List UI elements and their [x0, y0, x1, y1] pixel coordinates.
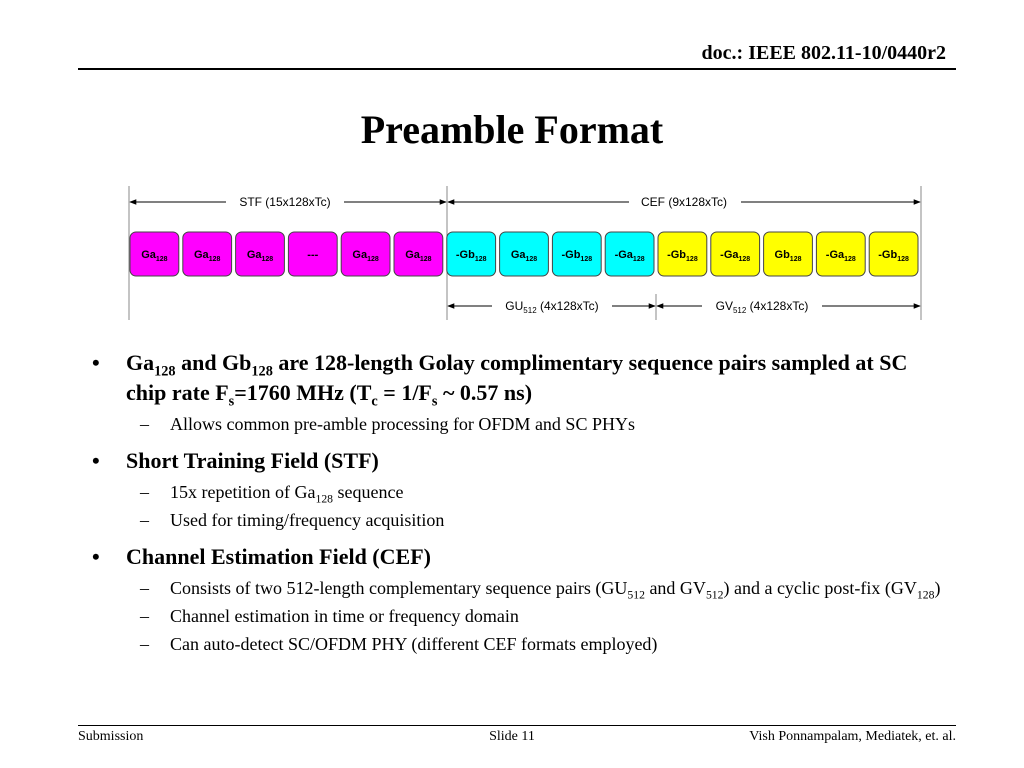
golay-text-4: =1760 MHz (T [234, 380, 372, 405]
common-processing-text: Allows common pre-amble processing for OFDM and SC PHYs [170, 414, 635, 434]
sequence-block-label: $-Ga_{128}$ [825, 249, 856, 263]
sequence-block-label: $-Gb_{128}$ [561, 249, 593, 263]
cef-pairs-sub-2: 512 [705, 588, 724, 602]
golay-sub-5: s [431, 393, 438, 410]
cef-label: CEF (9x128xTc) [640, 195, 728, 209]
sequence-block-label: $-Ga_{128}$ [720, 249, 751, 263]
cef-pairs-text-2: and GV [644, 578, 706, 598]
golay-sub-2: 128 [251, 363, 273, 380]
bullet-dot: • [92, 544, 100, 569]
footer-slide-number: Slide 11 [489, 729, 535, 744]
cef-pairs-text-4: ) [934, 578, 941, 598]
sequence-block-label: $Ga_{128}$ [141, 249, 168, 263]
golay-text-6: ~ 0.57 ns) [437, 380, 533, 405]
sequence-block-label: $Ga_{128}$ [194, 249, 221, 263]
cef-pairs-text-1: Consists of two 512-length complementary sequence pairs (GU [170, 578, 628, 598]
gu-label-base: GU [505, 299, 524, 313]
stf-label: STF (15x128xTc) [239, 195, 331, 209]
sequence-block-label: $Ga_{128}$ [352, 249, 379, 263]
sequence-block-label: $-Ga_{128}$ [614, 249, 645, 263]
golay-sub-4: c [371, 393, 378, 410]
subbullet-cef-estimation [92, 604, 952, 628]
subbullet-dash: – [140, 510, 149, 530]
header-divider [78, 68, 956, 70]
cef-heading: Channel Estimation Field (CEF) [126, 544, 431, 569]
cef-estimation-text: Channel estimation in time or frequency domain [170, 606, 519, 626]
gv-label-rest: (4x128xTc) [746, 299, 809, 313]
golay-sub-3: s [228, 393, 235, 410]
sequence-block-label: $Ga_{128}$ [405, 249, 432, 263]
slide-body [92, 348, 952, 656]
subbullet-cef-autodetect [92, 632, 952, 656]
stf-rep-sub: 128 [315, 492, 333, 506]
golay-text-1: Ga [126, 350, 155, 375]
sequence-block-label: $-Gb_{128}$ [667, 249, 698, 263]
subbullet-stf-timing [92, 508, 952, 532]
subbullet-dash: – [140, 414, 149, 434]
subbullet-dash: – [140, 482, 149, 502]
gv-label [716, 299, 809, 315]
subbullet-stf-repetition [92, 480, 952, 504]
slide-title: Preamble Format [360, 107, 664, 152]
gu-label-sub: 512 [523, 306, 537, 315]
cef-pairs-sub-3: 128 [916, 588, 935, 602]
stf-rep-text-1: 15x repetition of Ga [170, 482, 316, 502]
golay-text-5: = 1/F [377, 380, 432, 405]
gu-label-rest: (4x128xTc) [536, 299, 599, 313]
subbullet-dash: – [140, 634, 149, 654]
gv-label-sub: 512 [732, 306, 747, 315]
bullet-dot: • [92, 350, 100, 375]
subbullet-dash: – [140, 606, 149, 626]
cef-autodetect-text: Can auto-detect SC/OFDM PHY (different CEF formats employed) [170, 634, 658, 654]
sequence-block-label: $Ga_{128}$ [246, 249, 274, 263]
sequence-block-label: $-Gb_{128}$ [878, 249, 909, 263]
sequence-block-label: --- [307, 249, 319, 261]
footer-divider [78, 725, 956, 726]
golay-sub-1: 128 [154, 363, 176, 380]
bullet-golay [92, 348, 952, 408]
golay-text-2: and Gb [175, 350, 252, 375]
sequence-block-label: $Gb_{128}$ [774, 249, 802, 263]
gv-label-base: GV [715, 299, 733, 313]
sequence-block-label: $-Gb_{128}$ [455, 249, 487, 263]
subbullet-common-processing [92, 412, 952, 436]
footer-authors: Vish Ponnampalam, Mediatek, et. al. [749, 729, 956, 744]
bullet-dot: • [92, 448, 100, 473]
sequence-blocks [130, 232, 918, 276]
stf-timing-text: Used for timing/frequency acquisition [170, 510, 445, 530]
footer-submission: Submission [78, 729, 144, 744]
subbullet-cef-pairs [92, 576, 952, 600]
stf-heading: Short Training Field (STF) [126, 448, 379, 473]
preamble-svg [124, 182, 924, 322]
bullet-cef [92, 542, 952, 572]
cef-pairs-sub-1: 512 [627, 588, 645, 602]
preamble-diagram [124, 182, 924, 322]
cef-pairs-text-3: ) and a cyclic post-fix (GV [723, 578, 917, 598]
golay-text-3: are 128-length Golay complimentary sequence pairs sampled at SC chip rate F [126, 350, 908, 405]
stf-rep-text-2: sequence [333, 482, 404, 502]
sequence-block-label: $Ga_{128}$ [510, 249, 538, 263]
bullet-stf [92, 446, 952, 476]
subbullet-dash: – [140, 578, 149, 598]
gu-label [505, 299, 598, 315]
document-id: doc.: IEEE 802.11-10/0440r2 [701, 42, 946, 64]
